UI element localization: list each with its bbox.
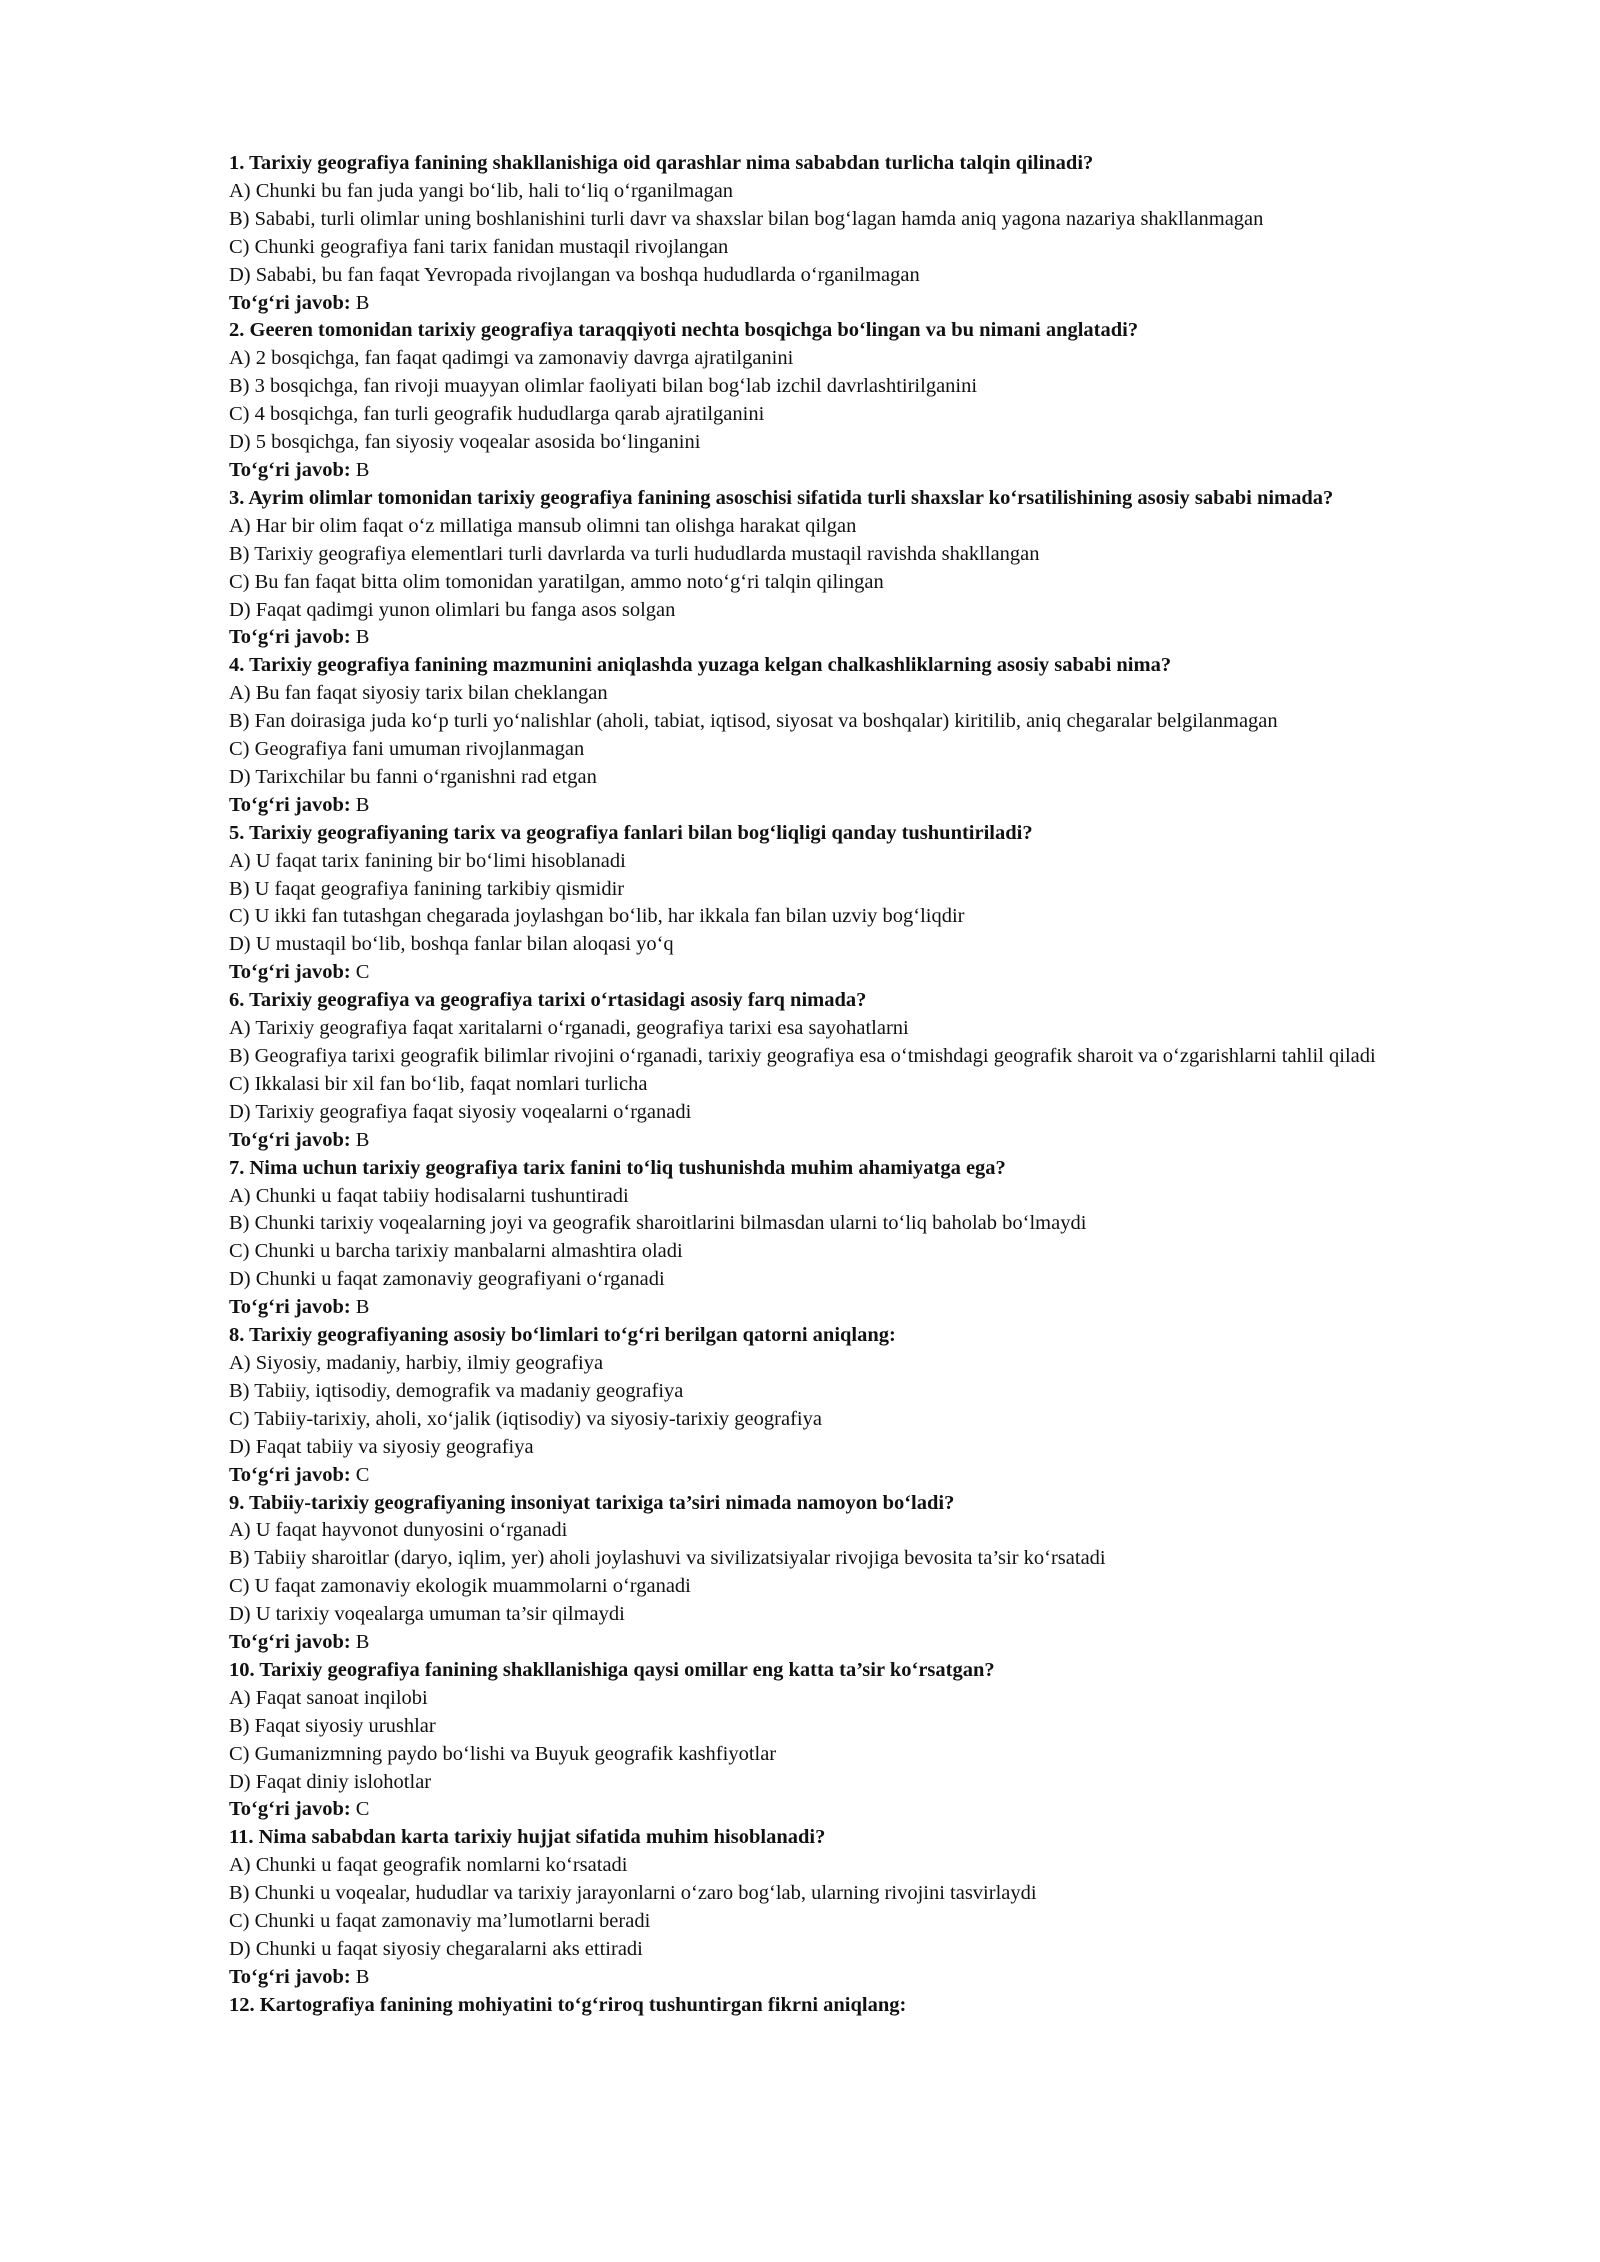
question-block — [229, 1490, 1529, 1657]
option-d: D) Tarixchilar bu fanni o‘rganishni rad etgan — [229, 765, 597, 788]
option-a: A) Chunki u faqat tabiiy hodisalarni tushuntiradi — [229, 1184, 629, 1207]
question-block — [229, 150, 1529, 317]
option-c: C) Chunki u barcha tarixiy manbalarni almashtira oladi — [229, 1240, 683, 1263]
option-b: B) 3 bosqichga, fan rivoji muayyan olimlar faoliyati bilan bog‘lab izchil davrlashtirilganini — [229, 375, 978, 398]
option-c: C) Chunki geografiya fani tarix fanidan mustaqil rivojlangan — [229, 235, 729, 258]
option-a: A) U faqat tarix fanining bir bo‘limi hisoblanadi — [229, 849, 626, 872]
option-b: B) Chunki u voqealar, hududlar va tarixiy jarayonlarni o‘zaro bog‘lab, ularning rivojini tasvirlaydi — [229, 1882, 1037, 1905]
answer-value: B — [355, 1128, 370, 1151]
option-d: D) U mustaqil bo‘lib, boshqa fanlar bilan aloqasi yo‘q — [229, 933, 674, 956]
answer-label: To‘g‘ri javob: — [229, 1463, 351, 1486]
option-a: A) Har bir olim faqat o‘z millatiga mansub olimni tan olishga harakat qilgan — [229, 514, 857, 537]
option-c: C) Geografiya fani umuman rivojlanmagan — [229, 738, 585, 761]
option-d: D) Tarixiy geografiya faqat siyosiy voqealarni o‘rganadi — [229, 1100, 692, 1123]
answer-label: To‘g‘ri javob: — [229, 793, 351, 816]
question-block — [229, 485, 1529, 652]
question-block — [229, 820, 1529, 987]
option-c: C) 4 bosqichga, fan turli geografik hududlarga qarab ajratilganini — [229, 403, 765, 426]
question-text: 10. Tarixiy geografiya fanining shakllanishiga qaysi omillar eng katta ta’sir ko‘rsatgan? — [229, 1658, 995, 1681]
option-b: B) Fan doirasiga juda ko‘p turli yo‘nalishlar (aholi, tabiat, iqtisod, siyosat va boshqalar) kiritilib, aniq chegaralar belgilanmagan — [229, 710, 1278, 733]
document-page — [229, 150, 1529, 2020]
answer-value: B — [355, 1631, 370, 1654]
answer-value: B — [355, 458, 370, 481]
answer-value: B — [355, 626, 370, 649]
question-block — [229, 1322, 1529, 1489]
answer-value: C — [355, 1798, 370, 1821]
correct-answer — [229, 1294, 1529, 1322]
option-a: A) Faqat sanoat inqilobi — [229, 1686, 428, 1709]
option-d: D) Sababi, bu fan faqat Yevropada rivojlangan va boshqa hududlarda o‘rganilmagan — [229, 263, 920, 286]
correct-answer — [229, 959, 1529, 987]
option-d: D) Faqat qadimgi yunon olimlari bu fanga asos solgan — [229, 598, 676, 621]
option-c: C) Bu fan faqat bitta olim tomonidan yaratilgan, ammo noto‘g‘ri talqin qilingan — [229, 570, 884, 593]
correct-answer — [229, 1127, 1529, 1155]
option-c: C) Gumanizmning paydo bo‘lishi va Buyuk geografik kashfiyotlar — [229, 1742, 777, 1765]
question-text: 8. Tarixiy geografiyaning asosiy bo‘limlari to‘g‘ri berilgan qatorni aniqlang: — [229, 1324, 896, 1347]
question-text: 11. Nima sababdan karta tarixiy hujjat sifatida muhim hisoblanadi? — [229, 1826, 826, 1849]
option-b: B) Tabiiy sharoitlar (daryo, iqlim, yer) aholi joylashuvi va sivilizatsiyalar rivojiga bevosita ta’sir ko‘rsatadi — [229, 1547, 1106, 1570]
option-b: B) Sababi, turli olimlar uning boshlanishini turli davr va shaxslar bilan bog‘lagan hamda aniq yagona nazariya shakllanmagan — [229, 207, 1264, 230]
option-c: C) Ikkalasi bir xil fan bo‘lib, faqat nomlari turlicha — [229, 1072, 648, 1095]
answer-value: B — [355, 1965, 370, 1988]
question-text: 12. Kartografiya fanining mohiyatini to‘g‘riroq tushuntirgan fikrni aniqlang: — [229, 1993, 907, 2016]
answer-label: To‘g‘ri javob: — [229, 961, 351, 984]
option-a: A) Chunki u faqat geografik nomlarni ko‘rsatadi — [229, 1854, 628, 1877]
question-text: 7. Nima uchun tarixiy geografiya tarix fanini to‘liq tushunishda muhim ahamiyatga ega? — [229, 1156, 1006, 1179]
answer-label: To‘g‘ri javob: — [229, 458, 351, 481]
option-b: B) Tarixiy geografiya elementlari turli davrlarda va turli hududlarda mustaqil ravishda shakllangan — [229, 542, 1040, 565]
question-block — [229, 1824, 1529, 1991]
question-block — [229, 1992, 1529, 2020]
option-a: A) 2 bosqichga, fan faqat qadimgi va zamonaviy davrga ajratilganini — [229, 347, 794, 370]
question-text: 3. Ayrim olimlar tomonidan tarixiy geografiya fanining asoschisi sifatida turli shaxslar ko‘rsatilishining asosiy sababi nimada? — [229, 486, 1334, 509]
question-block — [229, 987, 1529, 1154]
option-b: B) Faqat siyosiy urushlar — [229, 1714, 436, 1737]
option-a: A) Bu fan faqat siyosiy tarix bilan cheklangan — [229, 682, 608, 705]
option-d: D) Faqat tabiiy va siyosiy geografiya — [229, 1435, 534, 1458]
option-d: D) Faqat diniy islohotlar — [229, 1770, 432, 1793]
answer-label: To‘g‘ri javob: — [229, 1965, 351, 1988]
correct-answer — [229, 1796, 1529, 1824]
question-block — [229, 1657, 1529, 1824]
correct-answer — [229, 624, 1529, 652]
option-d: D) U tarixiy voqealarga umuman ta’sir qilmaydi — [229, 1603, 625, 1626]
answer-label: To‘g‘ri javob: — [229, 1296, 351, 1319]
option-b: B) U faqat geografiya fanining tarkibiy qismidir — [229, 877, 625, 900]
correct-answer — [229, 1964, 1529, 1992]
question-text: 1. Tarixiy geografiya fanining shakllanishiga oid qarashlar nima sababdan turlicha talqin qilinadi? — [229, 152, 1094, 174]
option-a: A) Tarixiy geografiya faqat xaritalarni o‘rganadi, geografiya tarixi esa sayohatlarni — [229, 1017, 909, 1040]
option-c: C) Chunki u faqat zamonaviy ma’lumotlarni beradi — [229, 1910, 651, 1933]
answer-label: To‘g‘ri javob: — [229, 1798, 351, 1821]
option-c: C) U faqat zamonaviy ekologik muammolarni o‘rganadi — [229, 1575, 691, 1598]
question-text: 4. Tarixiy geografiya fanining mazmunini aniqlashda yuzaga kelgan chalkashliklarning asosiy sababi nima? — [229, 654, 1172, 677]
option-c: C) U ikki fan tutashgan chegarada joylashgan bo‘lib, har ikkala fan bilan uzviy bog‘liqdir — [229, 905, 965, 928]
option-b: B) Chunki tarixiy voqealarning joyi va geografik sharoitlarini bilmasdan ularni to‘liq baholab bo‘lmaydi — [229, 1212, 1087, 1235]
question-text: 2. Geeren tomonidan tarixiy geografiya taraqqiyoti nechta bosqichga bo‘lingan va bu nimani anglatadi? — [229, 319, 1139, 342]
correct-answer — [229, 290, 1529, 318]
answer-value: B — [355, 1296, 370, 1319]
answer-value: B — [355, 291, 370, 314]
option-d: D) Chunki u faqat siyosiy chegaralarni aks ettiradi — [229, 1938, 643, 1960]
answer-label: To‘g‘ri javob: — [229, 626, 351, 649]
correct-answer — [229, 792, 1529, 820]
correct-answer — [229, 1629, 1529, 1657]
option-d: D) 5 bosqichga, fan siyosiy voqealar asosida bo‘linganini — [229, 431, 701, 454]
option-a: A) Chunki bu fan juda yangi bo‘lib, hali to‘liq o‘rganilmagan — [229, 179, 734, 202]
option-c: C) Tabiiy-tarixiy, aholi, xo‘jalik (iqtisodiy) va siyosiy-tarixiy geografiya — [229, 1407, 822, 1430]
question-text: 6. Tarixiy geografiya va geografiya tarixi o‘rtasidagi asosiy farq nimada? — [229, 989, 867, 1012]
question-block — [229, 652, 1529, 819]
answer-label: To‘g‘ri javob: — [229, 1128, 351, 1151]
answer-value: C — [355, 1463, 370, 1486]
question-text: 9. Tabiiy-tarixiy geografiyaning insoniyat tarixiga ta’siri nimada namoyon bo‘ladi? — [229, 1491, 955, 1514]
question-block — [229, 1155, 1529, 1322]
question-text: 5. Tarixiy geografiyaning tarix va geografiya fanlari bilan bog‘liqligi qanday tushuntiriladi? — [229, 821, 1033, 844]
correct-answer — [229, 457, 1529, 485]
option-b: B) Tabiiy, iqtisodiy, demografik va madaniy geografiya — [229, 1379, 684, 1402]
answer-label: To‘g‘ri javob: — [229, 291, 351, 314]
answer-label: To‘g‘ri javob: — [229, 1631, 351, 1654]
answer-value: B — [355, 793, 370, 816]
answer-value: C — [355, 961, 370, 984]
option-a: A) U faqat hayvonot dunyosini o‘rganadi — [229, 1519, 568, 1542]
option-b: B) Geografiya tarixi geografik bilimlar rivojini o‘rganadi, tarixiy geografiya esa o‘tmishdagi geografik sharoit va o‘zgarishlarni tahlil qiladi — [229, 1045, 1376, 1067]
question-block — [229, 317, 1529, 484]
option-a: A) Siyosiy, madaniy, harbiy, ilmiy geografiya — [229, 1351, 604, 1374]
option-d: D) Chunki u faqat zamonaviy geografiyani o‘rganadi — [229, 1268, 665, 1291]
correct-answer — [229, 1462, 1529, 1490]
